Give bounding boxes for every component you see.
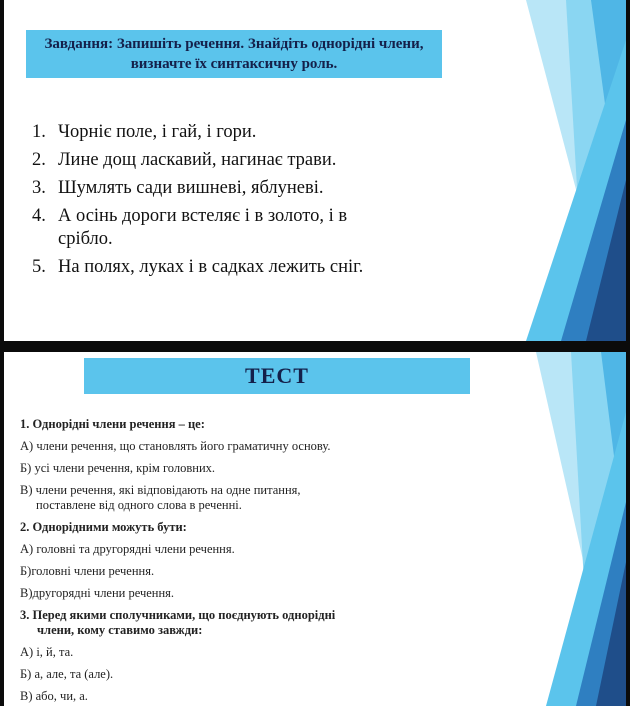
sentence-list — [32, 121, 432, 284]
answer-option: А) члени речення, що становлять його граматичну основу. — [20, 439, 331, 453]
slide-decoration — [466, 352, 626, 706]
slide-decoration — [466, 0, 626, 341]
slide-exercise — [4, 0, 626, 341]
answer-option: В)другорядні члени речення. — [20, 586, 175, 600]
list-item: 5. На полях, луках і в садках лежить сніг. — [32, 257, 364, 277]
question-2: 2. Однорідними можуть бути: — [20, 520, 187, 534]
answer-option: Б) усі члени речення, крім головних. — [20, 461, 216, 475]
list-item: 4. А осінь дороги встеляє і в золото, і в срібло. — [32, 206, 348, 249]
test-title: ТЕСТ — [84, 358, 470, 394]
list-item: 3. Шумлять сади вишневі, яблуневі. — [32, 178, 324, 198]
answer-option: Б) а, але, та (але). — [20, 667, 114, 681]
task-heading: Завдання: Запишіть речення. Знайдіть однорідні члени, визначте їх синтаксичну роль. — [26, 30, 442, 78]
answer-option: А) головні та другорядні члени речення. — [20, 542, 235, 556]
answer-option: А) і, й, та. — [20, 645, 74, 659]
list-item: 1. Чорніє поле, і гай, і гори. — [32, 122, 257, 142]
answer-option: Б)головні члени речення. — [20, 564, 155, 578]
answer-option: В) або, чи, а. — [20, 689, 88, 703]
test-questions — [20, 417, 440, 706]
answer-option: В) члени речення, які відповідають на одне питання, поставлене від одного слова в реченні. — [20, 483, 301, 512]
slide-test — [4, 352, 626, 706]
question-3: 3. Перед якими сполучниками, що поєднують однорідні члени, кому ставимо завжди: — [20, 608, 336, 637]
question-1: 1. Однорідні члени речення – це: — [20, 417, 205, 431]
list-item: 2. Лине дощ ласкавий, нагинає трави. — [32, 150, 337, 170]
